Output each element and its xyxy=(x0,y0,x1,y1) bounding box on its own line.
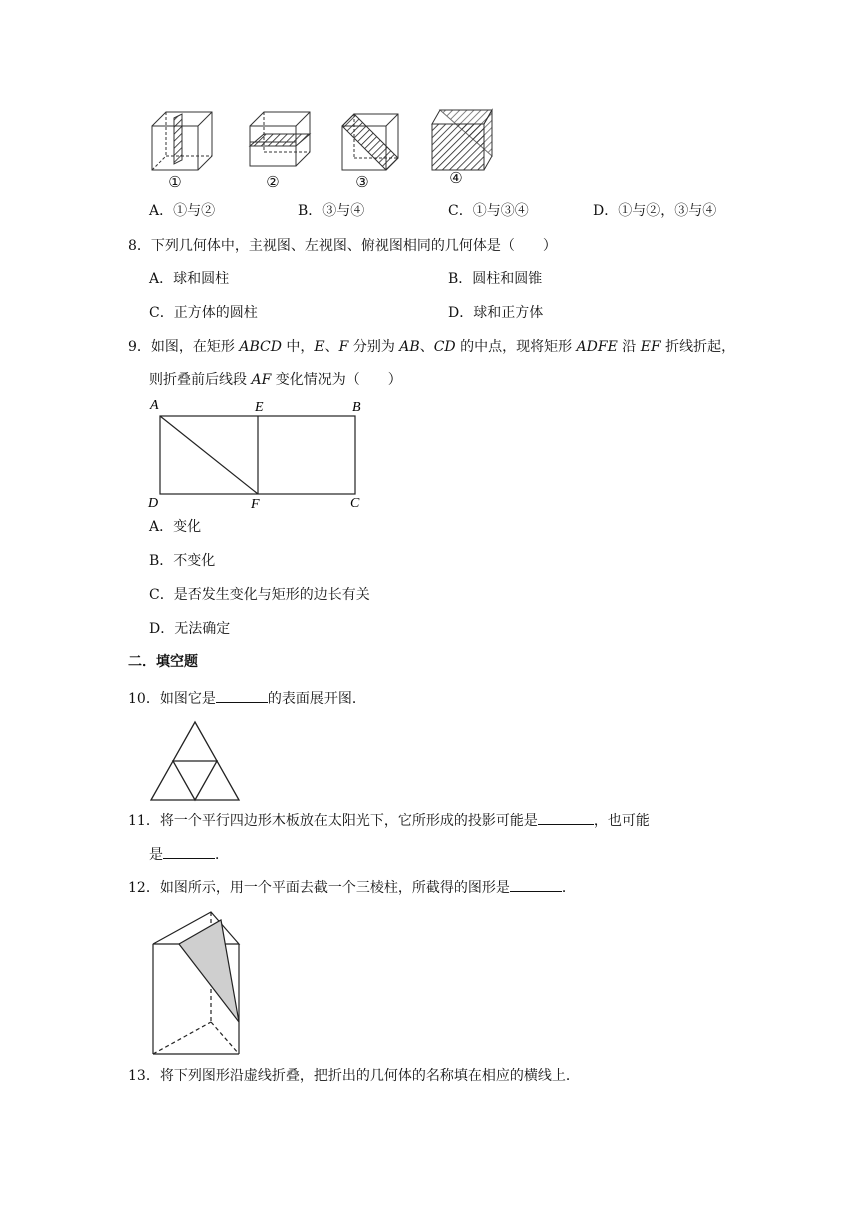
q10-stem xyxy=(128,688,366,709)
label-f: F xyxy=(251,497,260,512)
q11-text: ． xyxy=(215,847,229,863)
cube-figure-3 xyxy=(342,114,398,170)
q9-text: 分别为 xyxy=(348,339,400,355)
q12-prism-section-figure xyxy=(145,904,250,1060)
q9-text: 的中点，现将矩形 xyxy=(455,339,577,355)
q11-answer-blank-1[interactable] xyxy=(538,810,594,825)
q9-text: 中， xyxy=(281,339,315,355)
q9-text: 则折叠前后线段 xyxy=(149,372,252,388)
q8-option-c: C．正方体的圆柱 xyxy=(149,305,258,321)
q7-figure-label-3: ③ xyxy=(355,173,369,191)
q9-text: 折线折起， xyxy=(660,339,736,355)
q11-text: 11．将一个平行四边形木板放在太阳光下，它所形成的投影可能是 xyxy=(128,813,538,829)
q7-figure-label-2: ② xyxy=(266,173,280,191)
q9-text: 变化情况为（ ） xyxy=(271,372,402,388)
q7-option-c: C．①与③④ xyxy=(448,203,529,219)
q9-var: F xyxy=(338,339,349,355)
q9-rectangle-figure xyxy=(140,394,380,514)
q8-stem: 8．下列几何体中，主视图、左视图、俯视图相同的几何体是（ ） xyxy=(128,238,557,254)
label-a: A xyxy=(150,398,159,413)
q10-answer-blank[interactable] xyxy=(216,688,268,703)
q7-figure-label-1: ① xyxy=(168,173,182,191)
q9-var: EF xyxy=(640,339,661,355)
cube-figure-4 xyxy=(432,110,492,170)
q9-text: 、 xyxy=(419,339,434,355)
q9-var: CD xyxy=(433,339,456,355)
q12-text: 12．如图所示，用一个平面去截一个三棱柱，所截得的图形是 xyxy=(128,880,510,896)
q10-triangle-net-figure xyxy=(145,718,245,804)
q9-text: 沿 xyxy=(617,339,641,355)
label-e: E xyxy=(255,400,264,415)
q7-option-b: B．③与④ xyxy=(298,203,365,219)
q11-answer-blank-2[interactable] xyxy=(163,844,215,859)
q10-text: 的表面展开图． xyxy=(267,691,366,707)
q9-var: AB xyxy=(399,339,420,355)
inner-triangle xyxy=(173,761,217,800)
cube-figure-2 xyxy=(250,112,310,166)
label-b: B xyxy=(352,400,361,415)
q9-stem-line2 xyxy=(149,370,402,390)
q9-var: ADFE xyxy=(576,339,618,355)
q9-stem-line1 xyxy=(128,337,735,357)
q9-text: 、 xyxy=(324,339,339,355)
label-d: D xyxy=(148,496,159,511)
q9-var: ABCD xyxy=(239,339,282,355)
q11-stem-line2 xyxy=(149,844,229,865)
q9-option-a: A．变化 xyxy=(149,519,202,535)
q9-var: E xyxy=(314,339,325,355)
q9-option-c: C．是否发生变化与矩形的边长有关 xyxy=(149,587,370,603)
q9-var: AF xyxy=(251,372,272,388)
q7-option-a: A．①与② xyxy=(149,203,216,219)
q13-stem: 13．将下列图形沿虚线折叠，把折出的几何体的名称填在相应的横线上． xyxy=(128,1068,580,1084)
section-title-fill-in: 二．填空题 xyxy=(128,654,198,670)
q11-text: 是 xyxy=(149,847,163,863)
q11-text: ，也可能 xyxy=(593,813,650,829)
q9-option-d: D．无法确定 xyxy=(149,621,231,637)
label-c: C xyxy=(350,496,360,511)
q8-option-b: B．圆柱和圆锥 xyxy=(448,271,543,287)
q7-figure-label-4: ④ xyxy=(449,169,463,187)
q9-option-b: B．不变化 xyxy=(149,553,216,569)
q8-option-a: A．球和圆柱 xyxy=(149,271,230,287)
q12-answer-blank[interactable] xyxy=(510,877,562,892)
q12-stem xyxy=(128,877,576,898)
segment-af xyxy=(160,416,258,494)
q11-stem-line1 xyxy=(128,810,650,831)
q9-text: 9．如图，在矩形 xyxy=(128,339,240,355)
q10-text: 10．如图它是 xyxy=(128,691,216,707)
q8-option-d: D．球和正方体 xyxy=(448,305,544,321)
cube-figure-1 xyxy=(152,112,212,170)
cross-section-triangle xyxy=(179,920,239,1022)
q12-text: ． xyxy=(561,880,576,896)
q7-option-d: D．①与②，③与④ xyxy=(593,203,717,219)
